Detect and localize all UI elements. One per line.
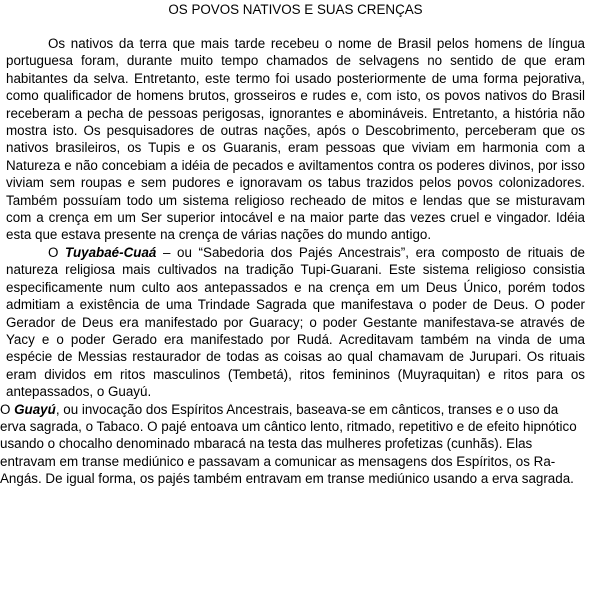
paragraph-lead: O [48,244,66,260]
paragraph-lead: O [0,401,15,417]
paragraph-tuyabae-cuaa [0,244,591,401]
paragraph-body: , ou invocação dos Espíritos Ancestrais, baseava-se em cânticos, transes e o uso da erva sagrada, o Tabaco. O pajé entoava um cântico lento, ritmado, repetitivo e de efeito hipnótico usando o chocalho denominado mbaracá na testa das mulheres profetizas (cunhãs). Elas entravam em transe mediúnico e passavam a comunicar as mensagens dos Espíritos, os Ra-Angás. De igual forma, os pajés também entravam em transe mediúnico usando a erva sagrada. [0,401,577,487]
term-tuyabae-cuaa: Tuyabaé-Cuaá [65,244,157,260]
paragraph-body: – ou “Sabedoria dos Pajés Ancestrais”, era composto de rituais de natureza religiosa mais cultivados na tradição Tupi-Guarani. Este sistema religioso consistia especificamente num culto aos antepassados e na crença em um Deus Único, porém todos admitiam a existência de uma Trindade Sagrada que manifestava o poder de Deus. O poder Gerador de Deus era manifestado por Guaracy; o poder Gestante manifestava-se através de Yacy e o poder Gerado era manifestado por Rudá. Acreditavam também na vinda de uma espécie de Messias restaurador de todas as coisas ao qual chamavam de Jurupari. Os rituais eram dividos em ritos masculinos (Tembetá), ritos femininos (Muyraquitan) e ritos para os antepassados, o Guayú. [6,244,585,400]
paragraph-guayu [0,401,591,488]
document-title: OS POVOS NATIVOS E SUAS CRENÇAS [168,2,423,17]
paragraph-natives: Os nativos da terra que mais tarde recebeu o nome de Brasil pelos homens de língua portuguesa foram, durante muito tempo chamados de selvagens no sentido de que eram habitantes da selva. Entretanto, este termo foi usado posteriormente de uma forma pejorativa, como qualificador de homens brutos, grosseiros e rudes e, com isto, os povos nativos do Brasil receberam a pecha de pessoas perigosas, ignorantes e abomináveis. Entretanto, a história não mostra isto. Os pesquisadores de outras nações, após o Descobrimento, perceberam que os nativos brasileiros, os Tupis e os Guaranis, eram pessoas que viviam em harmonia com a Natureza e não concebiam a idéia de pecados e aviltamentos contra os poderes divinos, por isso viviam sem roupas e sem pudores e ignoravam os tabus trazidos pelos povos colonizadores. Também possuíam todo um sistema religioso recheado de mitos e lendas que se misturavam com a crença em um Ser superior intocável e na maior parte das vezes cruel e vingador. Idéia esta que estava presente na crença de várias nações do mundo antigo. [6,36,585,243]
term-guayu: Guayú [14,401,56,417]
